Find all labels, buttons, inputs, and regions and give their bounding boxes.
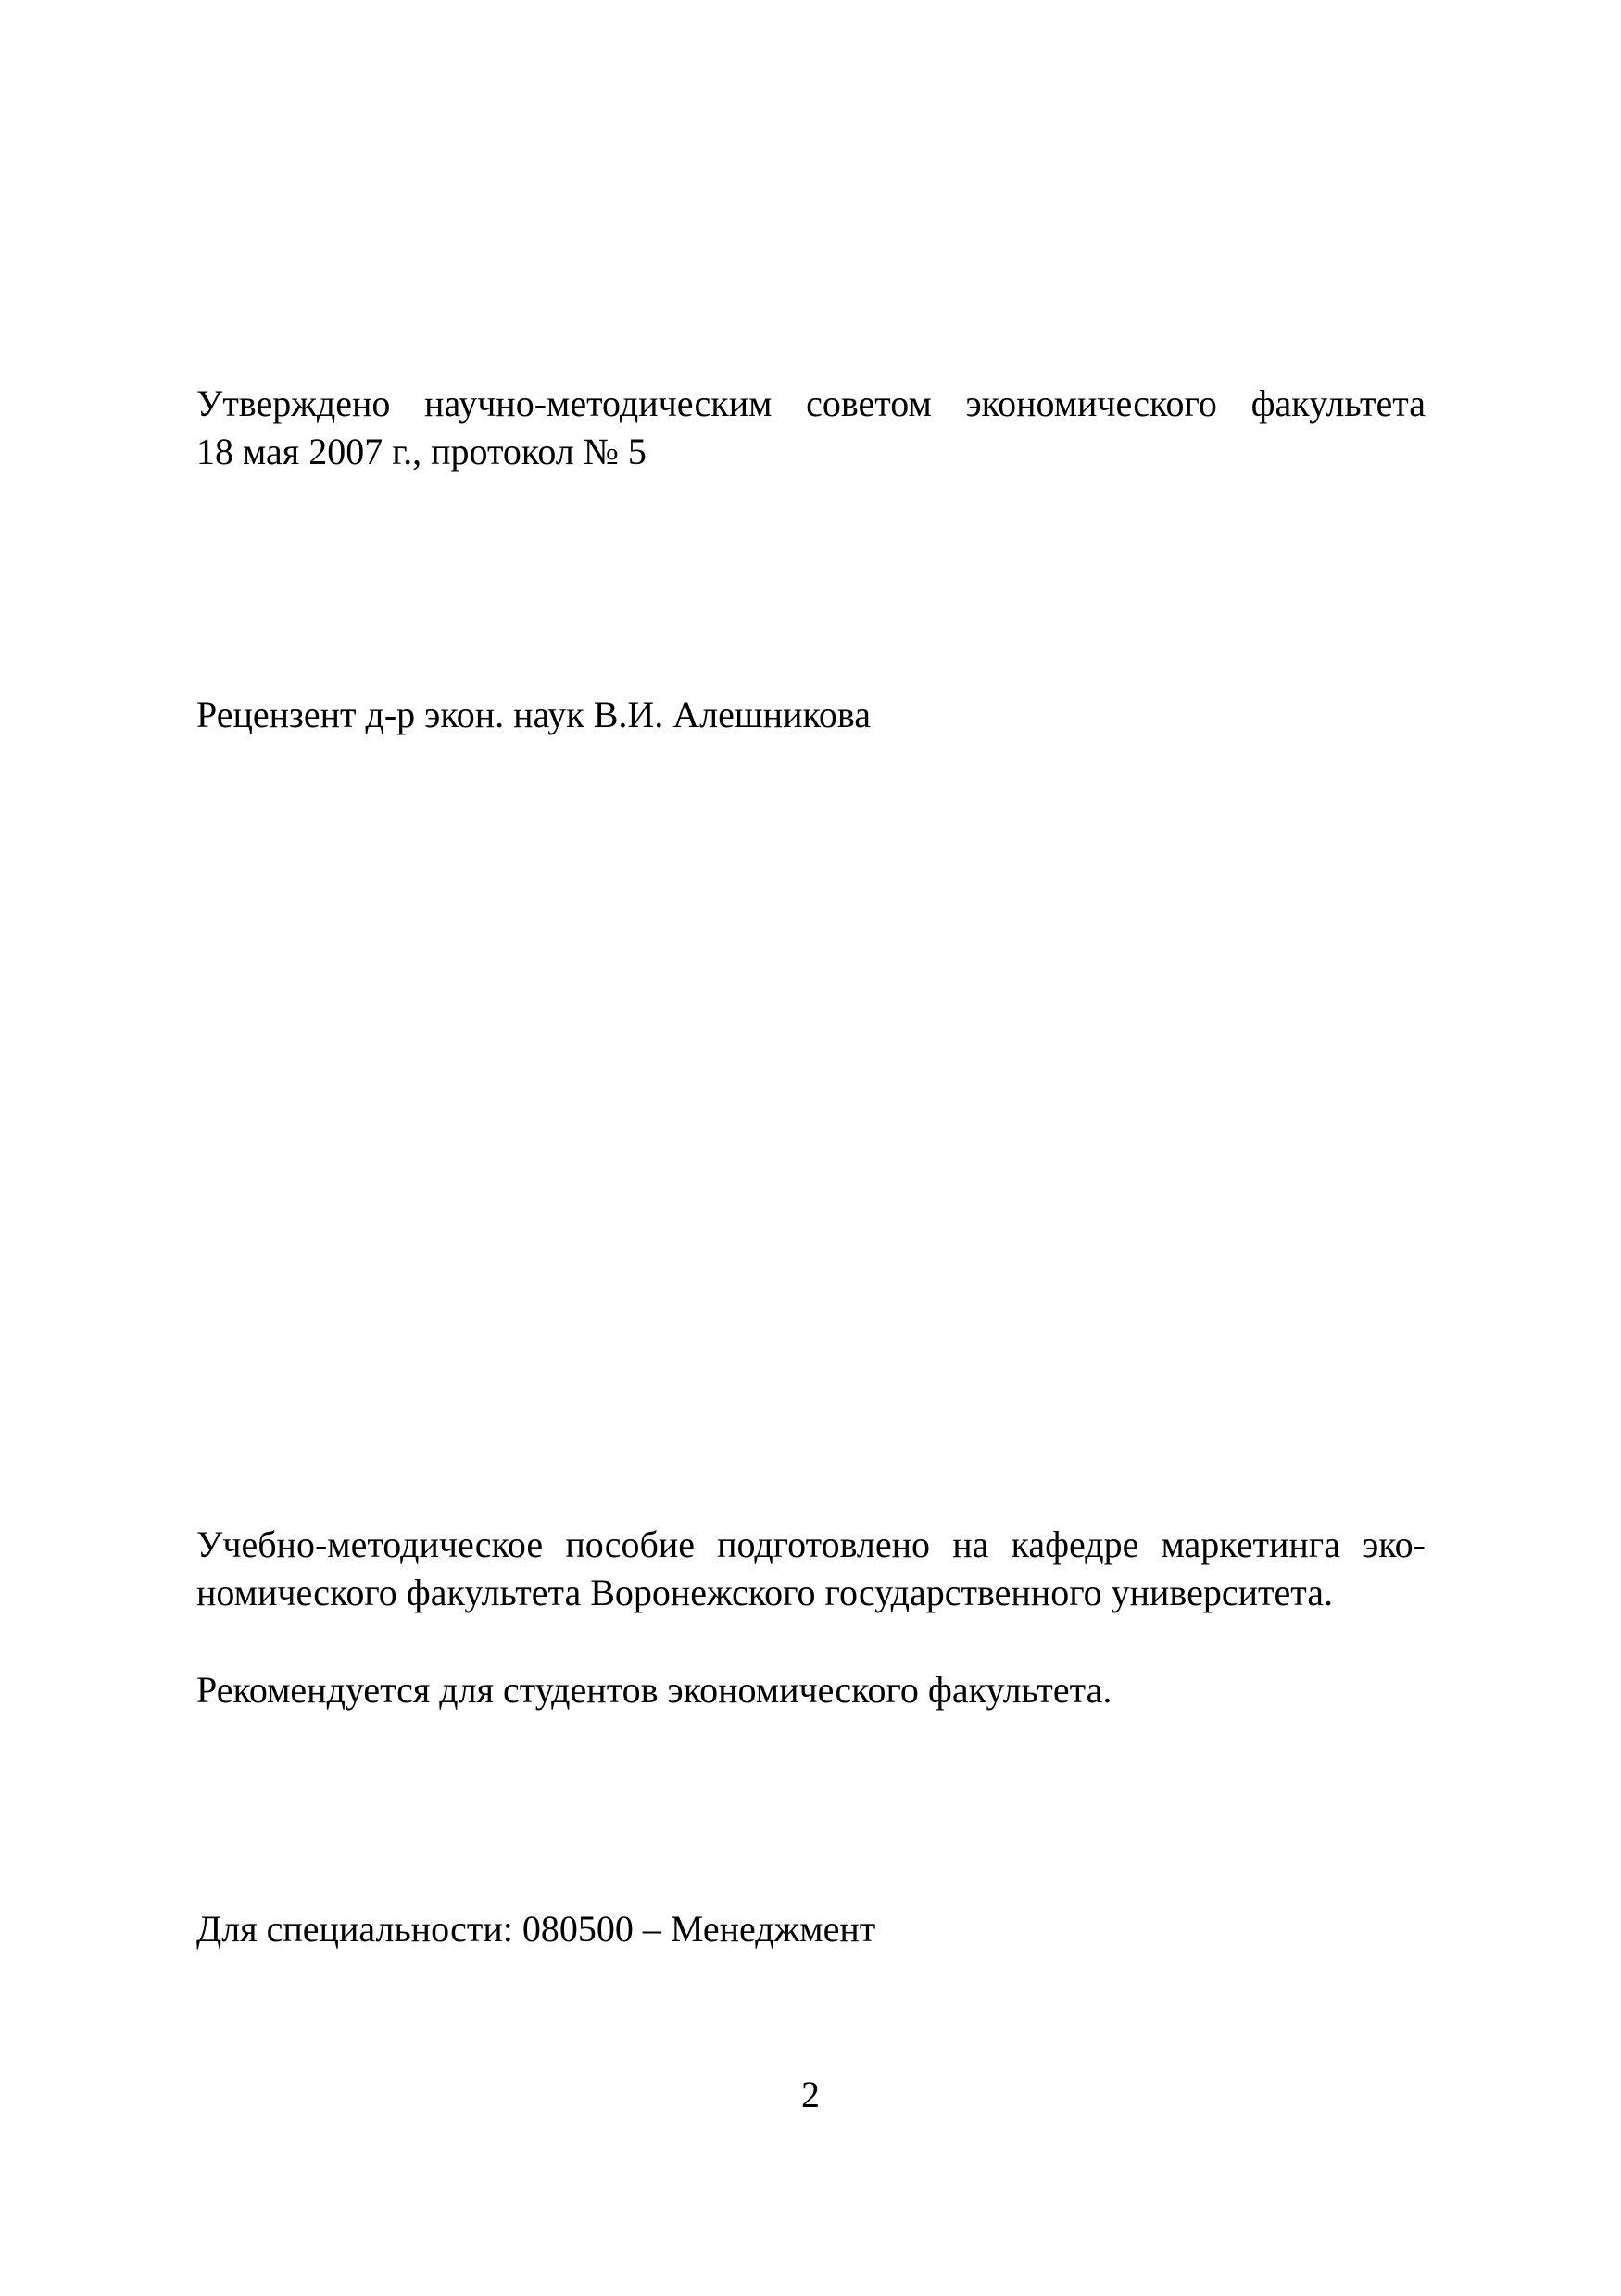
specialty-line: Для специальности: 080500 – Менеджмент <box>196 1908 876 1950</box>
recommendation-line: Рекомендуется для студентов экономического факультета. <box>196 1669 1112 1711</box>
approval-statement <box>196 380 1426 476</box>
reviewer-statement <box>196 691 1426 739</box>
specialty-statement <box>196 1905 1426 1953</box>
prepared-statement <box>196 1521 1426 1617</box>
approval-line-1: Утверждено научно-методическим советом экономического факультета <box>196 383 1426 424</box>
recommendation-statement <box>196 1666 1426 1714</box>
prepared-line-2: номического факультета Воронежского государственного университета. <box>196 1572 1333 1613</box>
page-number: 2 <box>801 2074 820 2115</box>
approval-line-2: 18 мая 2007 г., протокол № 5 <box>196 431 647 472</box>
reviewer-line: Рецензент д-р экон. наук В.И. Алешникова <box>196 694 871 735</box>
prepared-line-1: Учебно-методическое пособие подготовлено на кафедре маркетинга эко- <box>196 1524 1426 1565</box>
